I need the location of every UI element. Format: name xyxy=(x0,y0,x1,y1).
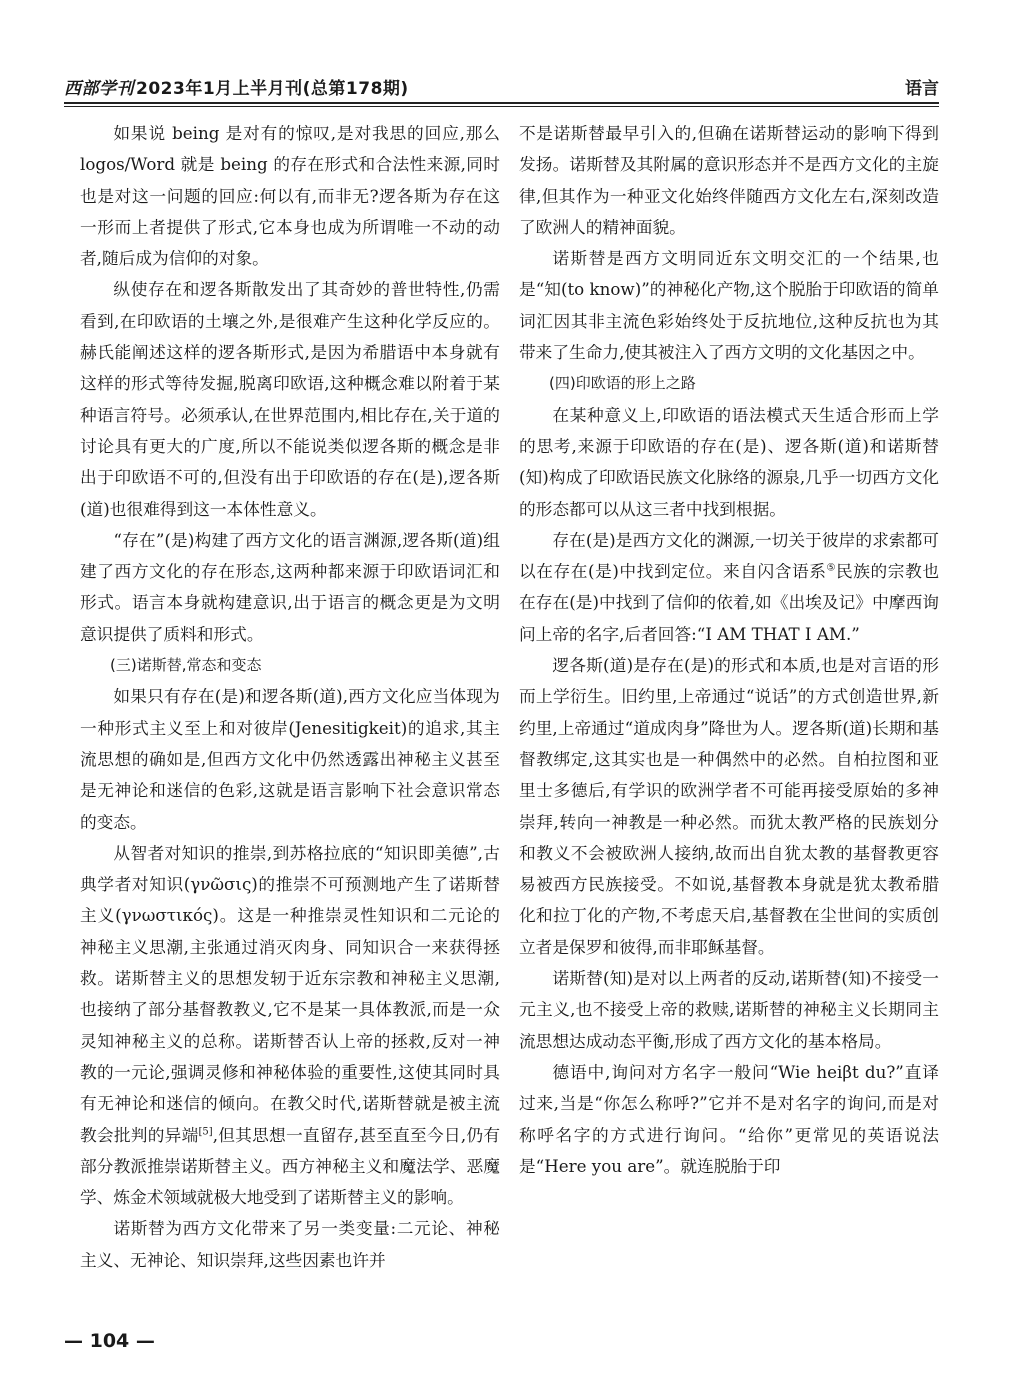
paragraph: 逻各斯(道)是存在(是)的形式和本质,也是对言语的形而上学衍生。旧约里,上帝通过“说话”的方式创造世界,新约里,上帝通过“道成肉身”降世为人。逻各斯(道)长期和基督教绑定,这其实也是一种偶然中的必然。自柏拉图和亚里士多德后,有学识的欧洲学者不可能再接受原始的多神崇拜,转向一神教是一种必然。而犹太教严格的民族划分和教义不会被欧洲人接纳,故而出自犹太教的基督教更容易被西方民族接受。不如说,基督教本身就是犹太教希腊化和拉丁化的产物,不考虑天启,基督教在尘世间的实质创立者是保罗和彼得,而非耶稣基督。 xyxy=(519,655,939,957)
paragraph: 诺斯替为西方文化带来了另一类变量:二元论、神秘主义、无神论、知识崇拜,这些因素也许并 xyxy=(80,1218,500,1270)
paragraph: 纵使存在和逻各斯散发出了其奇妙的普世特性,仍需看到,在印欧语的土壤之外,是很难产生这种化学反应的。赫氏能阐述这样的逻各斯形式,是因为希腊语中本身就有这样的形式等待发掘,脱离印欧语,这种概念难以附着于某种语言符号。必须承认,在世界范围内,相比存在,关于道的讨论具有更大的广度,所以不能说类似逻各斯的概念是非出于印欧语不可的,但没有出于印欧语的存在(是),逻各斯(道)也很难得到这一本体性意义。 xyxy=(80,279,500,519)
paragraph: 如果说 being 是对有的惊叹,是对我思的回应,那么 logos/Word 就是 being 的存在形式和合法性来源,同时也是对这一问题的回应:何以有,而非无?逻各斯为存在这一形而上者提供了形式,它本身也成为所谓唯一不动的动者,随后成为信仰的对象。 xyxy=(80,123,500,269)
text-run: ,但其思想一直留存,甚至直至今日,仍有部分教派推崇诺斯替主义。西方神秘主义和魔法学、恶魔学、炼金术领域就极大地受到了诺斯替主义的影响。 xyxy=(80,1124,501,1208)
paragraph: 如果只有存在(是)和逻各斯(道),西方文化应当体现为一种形式主义至上和对彼岸(Jenesitigkeit)的追求,其主流思想的确如是,但西方文化中仍然透露出神秘主义甚至是无神论和迷信的色彩,这就是语言影响下社会意识常态的变态。 xyxy=(80,686,500,832)
paragraph: “存在”(是)构建了西方文化的语言渊源,逻各斯(道)组建了西方文化的存在形态,这两种都来源于印欧语词汇和形式。语言本身就构建意识,出于语言的概念更是为文明意识提供了质料和形式。 xyxy=(80,529,500,644)
header-journal-issue xyxy=(64,74,409,99)
citation-ref: [5] xyxy=(198,1125,213,1137)
paragraph xyxy=(80,838,500,1214)
paragraph: 诺斯替是西方文明同近东文明交汇的一个结果,也是“知(to know)”的神秘化产物,这个脱胎于印欧语的简单词汇因其非主流色彩始终处于反抗地位,这种反抗也为其带来了生命力,使其被注入了西方文明的文化基因之中。 xyxy=(519,248,939,363)
text-run: 从智者对知识的推崇,到苏格拉底的“知识即美德”,古典学者对知识(γνῶσις)的推崇不可预测地产生了诺斯替主义(γνωστικός)。这是一种推崇灵性知识和二元论的神秘主义思潮,主张通过消灭肉身、同知识合一来获得拯救。诺斯替主义的思想发轫于近东宗教和神秘主义思潮,也接纳了部分基督教教义,它不是某一具体教派,而是一众灵知神秘主义的总称。诺斯替否认上帝的拯救,反对一神教的一元论,强调灵修和神秘体验的重要性,这使其同时具有无神论和迷信的倾向。在教父时代,诺斯替就是被主流教会批判的异端 xyxy=(80,842,500,1145)
header-rule-thin xyxy=(64,106,939,107)
text-run: 民族的宗教也在存在(是)中找到了信仰的依着,如《出埃及记》中摩西询问上帝的名字,后者回答:“I AM THAT I AM.” xyxy=(519,561,940,644)
section-name: 语言 xyxy=(905,79,939,99)
right-column xyxy=(519,118,939,1182)
paragraph: 德语中,询问对方名字一般问“Wie heiβt du?”直译过来,当是“你怎么称呼?”它并不是对名字的询问,而是对称呼名字的方式进行询问。“给你”更常见的英语说法是“Here you are”。就连脱胎于印 xyxy=(519,1061,939,1176)
paragraph: 诺斯替(知)是对以上两者的反动,诺斯替(知)不接受一元主义,也不接受上帝的救赎,诺斯替的神秘主义长期同主流思想达成动态平衡,形成了西方文化的基本格局。 xyxy=(519,968,939,1051)
subheading: (三)诺斯替,常态和变态 xyxy=(110,656,262,675)
header-rule xyxy=(64,102,939,104)
text-run: 存在(是)是西方文化的渊源,一切关于彼岸的求索都可以在存在(是)中找到定位。来自闪含语系 xyxy=(519,529,939,582)
running-header xyxy=(64,70,939,100)
paragraph: 在某种意义上,印欧语的语法模式天生适合形而上学的思考,来源于印欧语的存在(是)、逻各斯(道)和诺斯替(知)构成了印欧语民族文化脉络的源泉,几乎一切西方文化的形态都可以从这三者中找到根据。 xyxy=(519,404,939,519)
page-number: — 104 — xyxy=(64,1330,155,1352)
left-column xyxy=(80,118,500,1276)
footnote-marker: ⑤ xyxy=(826,562,837,574)
journal-logo: 西部学刊 xyxy=(64,79,134,99)
paragraph-continued: 不是诺斯替最早引入的,但确在诺斯替运动的影响下得到发扬。诺斯替及其附属的意识形态并不是西方文化的主旋律,但其作为一种亚文化始终伴随西方文化左右,深刻改造了欧洲人的精神面貌。 xyxy=(519,123,939,237)
issue-info: 2023年1月上半月刊(总第178期) xyxy=(136,79,409,99)
paragraph xyxy=(519,525,939,650)
subheading: (四)印欧语的形上之路 xyxy=(549,374,696,393)
